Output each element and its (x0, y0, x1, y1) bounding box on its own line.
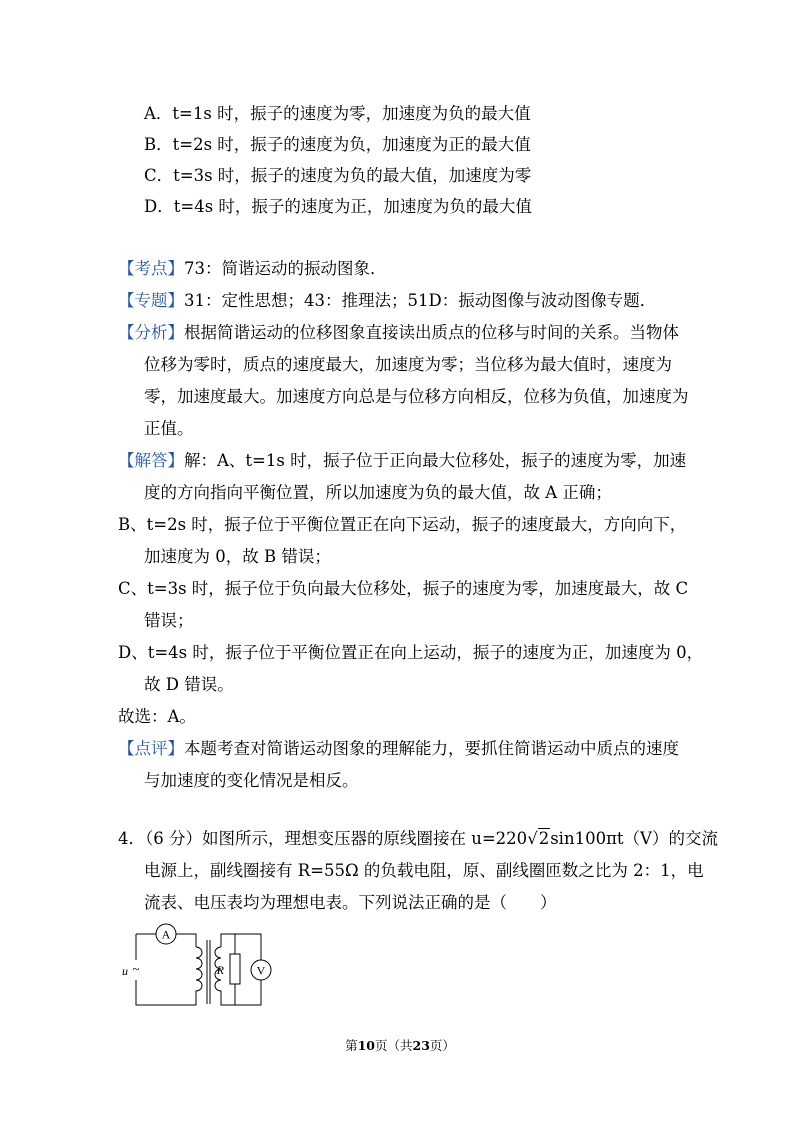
jieda-line-3: B、t=2s 时，振子位于平衡位置正在向下运动，振子的速度最大，方向向下， (118, 515, 687, 534)
jieda-line-1: 【解答】解：A、t=1s 时，振子位于正向最大位移处，振子的速度为零，加速 (118, 451, 687, 470)
fenxi-line-1: 【分析】根据简谐运动的位移图象直接读出质点的位移与时间的关系。当物体 (118, 323, 679, 342)
jieda-line-6: 错误； (144, 611, 194, 630)
question4-line-1: 4．（6 分）如图所示，理想变压器的原线圈接在 u=220√2sin100πt（V）的交流 (118, 829, 718, 848)
option-d: D．t=4s 时，振子的速度为正，加速度为负的最大值 (144, 197, 532, 216)
voltmeter-label: V (256, 963, 266, 978)
question4-line-3: 流表、电压表均为理想电表。下列说法正确的是（ ） (144, 893, 557, 912)
jieda-line-5: C、t=3s 时，振子位于负向最大位移处，振子的速度为零，加速度最大，故 C (118, 579, 689, 598)
zhuanti: 【专题】31：定性思想；43：推理法；51D：振动图像与波动图像专题． (118, 291, 657, 310)
fenxi-line-2: 位移为零时，质点的速度最大，加速度为零；当位移为最大值时，速度为 (144, 355, 672, 374)
sqrt-symbol: √2 (527, 829, 550, 848)
jieda-tag: 【解答】 (118, 451, 184, 470)
source-label: u (122, 964, 128, 978)
answer-choice: 故选：A。 (118, 707, 196, 726)
transformer-circuit-diagram (116, 922, 276, 1012)
zhuanti-tag: 【专题】 (118, 291, 184, 310)
option-c: C．t=3s 时，振子的速度为负的最大值，加速度为零 (144, 166, 532, 185)
ac-source-icon: ~ (132, 961, 140, 976)
fenxi-line-3: 零，加速度最大。加速度方向总是与位移方向相反，位移为负值，加速度为 (144, 387, 689, 406)
page-footer: 第10页（共23页） (345, 1038, 455, 1053)
fenxi-tag: 【分析】 (118, 323, 184, 342)
jieda-line-8: 故 D 错误。 (144, 675, 234, 694)
jieda-line-4: 加速度为 0，故 B 错误； (144, 547, 331, 566)
dianping-tag: 【点评】 (118, 739, 184, 758)
ammeter-label: A (161, 927, 171, 942)
question4-line-2: 电源上，副线圈接有 R=55Ω 的负载电阻，原、副线圈匝数之比为 2：1，电 (144, 861, 704, 880)
option-b: B．t=2s 时，振子的速度为负，加速度为正的最大值 (144, 135, 531, 154)
dianping-line-2: 与加速度的变化情况是相反。 (144, 771, 359, 790)
kaodian: 【考点】73：简谐运动的振动图象． (118, 259, 387, 278)
option-a: A．t=1s 时，振子的速度为零，加速度为负的最大值 (144, 104, 531, 123)
page-total: 23 (412, 1038, 430, 1053)
resistor-label: R (216, 963, 224, 977)
kaodian-tag: 【考点】 (118, 259, 184, 278)
fenxi-line-4: 正值。 (144, 419, 194, 438)
page-number: 10 (357, 1038, 375, 1053)
jieda-line-7: D、t=4s 时，振子位于平衡位置正在向上运动，振子的速度为正，加速度为 0， (118, 643, 704, 662)
jieda-line-2: 度的方向指向平衡位置，所以加速度为负的最大值，故 A 正确； (144, 483, 612, 502)
dianping-line-1: 【点评】本题考查对简谐运动图象的理解能力，要抓住简谐运动中质点的速度 (118, 739, 679, 758)
